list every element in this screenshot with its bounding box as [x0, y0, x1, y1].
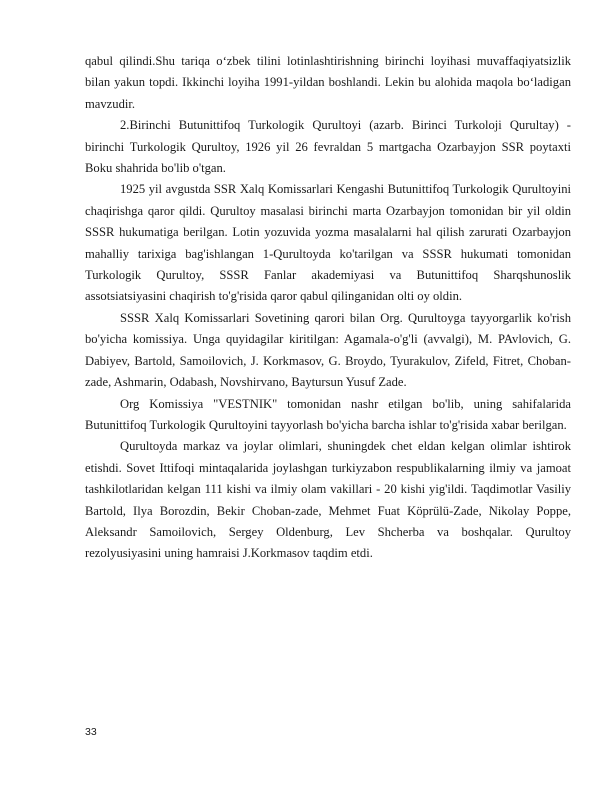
paragraph-vestnik: Org Komissiya "VESTNIK" tomonidan nashr etilgan bo'lib, uning sahifalarida Butunittifoq Turkologik Qurultoyini tayyorlash bo'yicha barcha ishlar to'g'risida xabar berilgan. — [85, 396, 571, 432]
paragraph-congress-decision: 1925 yil avgustda SSR Xalq Komissarlari Kengashi Butunittifoq Turkologik Qurultoyini chaqirishga qaror qildi. Qurultoy masalasi birinchi marta Ozarbayjon tomonidan bir yil oldin SSSR hukumatiga berilgan. Lotin yozuvida yozma masalalarni hal qilish zarurati Ozarbayjon mahalliy tarixiga bag'ishlangan 1-Qurultoyda ko'tarilgan va SSSR hukumati tomonidan Turkologik Qurultoy, SSSR Fanlar akademiyasi va Butunittifoq Sharqshunoslik assotsiatsiyasini chaqirish to'g'risida qaror qabul qilinganidan olti oy oldin. — [85, 182, 571, 304]
paragraph-commission-members: SSSR Xalq Komissarlari Sovetining qarori bilan Org. Qurultoyga tayyorgarlik ko'rish bo'yicha komissiya. Unga quyidagilar kiritilgan: Agamala-o'g'li (avvalgi), M. PAvlovich, G. Dabiyev, Bartold, Samoilovich, J. Korkmasov, G. Broydo, Tyurakulov, Zifeld, Fitret, Choban-zade, Ashmarin, Odabash, Novshirvano, Baytursun Yusuf Zade. — [85, 310, 571, 390]
page-number: 33 — [85, 726, 97, 738]
paragraph-first-congress: 2.Birinchi Butunittifoq Turkologik Qurultoyi (azarb. Birinci Turkoloji Qurultay) - birinchi Turkologik Qurultoy, 1926 yil 26 fevraldan 5 martgacha Ozarbayjon SSR poytaxti Boku shahrida bo'lib o'tgan. — [85, 118, 571, 176]
paragraph-continuation: qabul qilindi.Shu tariqa oʻzbek tilini lotinlashtirishning birinchi loyihasi muvaffaqiyatsizlik bilan yakun topdi. Ikkinchi loyiha 1991-yildan boshlandi. Lekin bu alohida maqola boʻladigan mavzudir. — [85, 54, 571, 111]
document-body — [85, 51, 571, 565]
paragraph-participants: Qurultoyda markaz va joylar olimlari, shuningdek chet eldan kelgan olimlar ishtirok etishdi. Sovet Ittifoqi mintaqalarida joylashgan turkiyzabon respublikalarning ilmiy va jamoat tashkilotlaridan kelgan 111 kishi va ilmiy olam vakillari - 20 kishi yig'ildi. Taqdimotlar Vasiliy Bartold, Ilya Borozdin, Bekir Choban-zade, Mehmet Fuat Köprülü-Zade, Nikolay Poppe, Aleksandr Samoilovich, Sergey Oldenburg, Lev Shcherba va boshqalar. Qurultoy rezolyusiyasini uning hamraisi J.Korkmasov taqdim etdi. — [85, 439, 571, 561]
